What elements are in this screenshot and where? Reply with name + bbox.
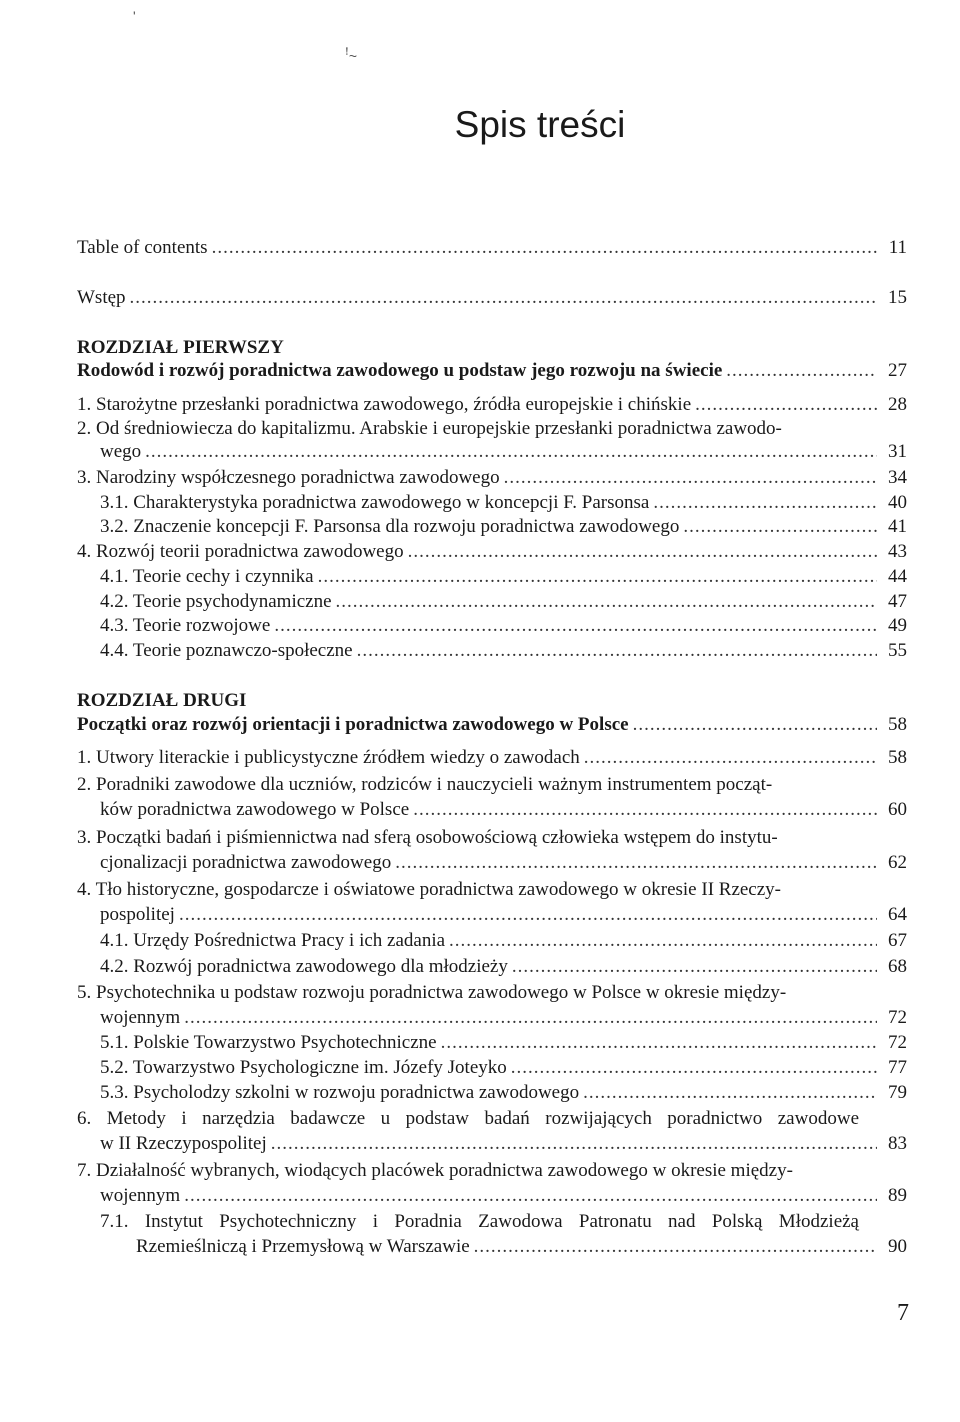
entry-label: Teorie psychodynamiczne [132,591,332,612]
entry-page: 31 [888,441,907,462]
entry-page: 67 [888,930,907,951]
leader-dots [583,1081,877,1104]
leader-dots [274,614,877,637]
entry-label-continued: cjonalizacji poradnictwa zawodowego [100,852,392,873]
entry-page: 62 [888,852,907,873]
entry-label: Rozwój poradnictwa zawodowego dla młodzieży [133,956,508,977]
entry-number: 1. [77,394,92,415]
leader-dots [633,713,877,736]
toc-entry[interactable] [77,614,907,637]
entry-page: 72 [888,1007,907,1028]
chapter-1-subtitle[interactable] [77,359,907,382]
entry-number: 7.1. [100,1211,129,1232]
leader-dots [271,1132,877,1155]
entry-label: Charakterystyka poradnictwa zawodowego w koncepcji F. Parsonsa [133,492,650,513]
entry-page: 34 [888,467,907,488]
entry-number: 5. [77,982,92,1003]
entry-number: 4.2. [100,956,129,977]
entry-label-continued: w II Rzeczypospolitej [100,1133,267,1154]
leader-dots [512,955,877,978]
scan-speck: ' [133,8,136,24]
entry-label: Starożytne przesłanki poradnictwa zawodowego, źródła europejskie i chińskie [96,394,692,415]
entry-number: 2. [77,418,92,439]
entry-number: 5.2. [100,1057,129,1078]
entry-page: 77 [888,1057,907,1078]
leader-dots [413,798,877,821]
toc-entry-table-of-contents[interactable] [77,236,907,259]
chapter-2-heading: ROZDZIAŁ DRUGI [77,690,247,711]
entry-page: 55 [888,640,907,661]
entry-page: 89 [888,1185,907,1206]
entry-number: 4. [77,879,92,900]
toc-entry[interactable] [77,590,907,613]
entry-label: Towarzystwo Psychologiczne im. Józefy Joteyko [132,1057,507,1078]
entry-label: Tło historyczne, gospodarcze i oświatowe poradnictwa zawodowego w okresie II Rzeczy- [95,879,781,900]
entry-label: Wstęp [77,287,126,308]
leader-dots [584,746,877,769]
toc-entry[interactable] [77,1081,907,1104]
leader-dots [179,903,877,926]
entry-number: 3. [77,827,92,848]
leader-dots [441,1031,877,1054]
entry-label-continued: ków poradnictwa zawodowego w Polsce [100,799,410,820]
entry-number: 4.1. [100,930,129,951]
entry-label: Działalność wybranych, wiodących placówek poradnictwa zawodowego w okresie między- [96,1160,793,1181]
entry-page: 58 [888,714,907,735]
entry-page: 41 [888,516,907,537]
entry-label: Utwory literackie i publicystyczne źródłem wiedzy o zawodach [96,747,580,768]
entry-label: Narodziny współczesnego poradnictwa zawodowego [96,467,500,488]
entry-page: 40 [888,492,907,513]
leader-dots [449,929,877,952]
entry-number: 4.2. [100,591,129,612]
entry-page: 28 [888,394,907,415]
entry-page: 27 [888,360,907,381]
leader-dots [336,590,877,613]
entry-label: Rozwój teorii poradnictwa zawodowego [96,541,404,562]
entry-number: 1. [77,747,92,768]
leader-dots [474,1235,877,1258]
entry-label-continued: pospolitej [100,904,175,925]
entry-number: 6. [77,1108,92,1129]
entry-label: Rodowód i rozwój poradnictwa zawodowego u podstaw jego rozwoju na świecie [77,360,723,381]
entry-number: 4. [77,541,92,562]
entry-label: Od średniowiecza do kapitalizmu. Arabskie i europejskie przesłanki poradnictwa zawodo- [96,418,782,439]
entry-number: 3. [77,467,92,488]
page-title: Spis treści [454,104,626,145]
entry-page: 60 [888,799,907,820]
toc-entry[interactable] [77,515,907,538]
entry-label: Instytut Psychotechniczny i Poradnia Zawodowa Patronatu nad Polską Młodzieżą [144,1211,859,1232]
entry-page: 83 [888,1133,907,1154]
entry-label: Urzędy Pośrednictwa Pracy i ich zadania [133,930,446,951]
entry-label: Teorie rozwojowe [132,615,271,636]
toc-entry[interactable] [77,955,907,978]
entry-label: Początki oraz rozwój orientacji i poradnictwa zawodowego w Polsce [77,714,629,735]
leader-dots [145,440,877,463]
toc-entry[interactable] [77,639,907,662]
entry-number: 4.3. [100,615,129,636]
toc-entry[interactable] [77,1056,907,1079]
entry-label-continued: wojennym [100,1007,181,1028]
toc-entry[interactable] [77,826,907,874]
entry-page: 49 [888,615,907,636]
entry-page: 72 [888,1032,907,1053]
entry-page: 44 [888,566,907,587]
entry-label: Początki badań i piśmiennictwa nad sferą osobowościową człowieka wstępem do instytu- [96,827,778,848]
toc-entry[interactable] [77,417,907,463]
entry-label: Poradniki zawodowe dla uczniów, rodziców i nauczycieli ważnym instrumentem począt- [96,774,773,795]
leader-dots [726,359,877,382]
entry-page: 64 [888,904,907,925]
toc-entry[interactable] [77,746,907,769]
page-number: 7 [897,1300,909,1326]
toc-entry[interactable] [77,929,907,952]
entry-label: Polskie Towarzystwo Psychotechniczne [133,1032,437,1053]
entry-page: 79 [888,1082,907,1103]
leader-dots [683,515,877,538]
entry-number: 4.1. [100,566,129,587]
entry-label: Metody i narzędzia badawcze u podstaw badań rozwijających poradnictwo zawodowe [106,1108,859,1129]
entry-label-continued: Rzemieślniczą i Przemysłową w Warszawie [136,1236,470,1257]
chapter-1-heading: ROZDZIAŁ PIERWSZY [77,337,284,358]
leader-dots [184,1184,877,1207]
leader-dots [504,466,877,489]
toc-entry[interactable] [77,393,907,416]
entry-page: 68 [888,956,907,977]
entry-page: 90 [888,1236,907,1257]
toc-entry[interactable] [77,1210,907,1258]
entry-number: 3.1. [100,492,129,513]
entry-number: 3.2. [100,516,129,537]
entry-page: 58 [888,747,907,768]
entry-number: 7. [77,1160,92,1181]
entry-label: Psychotechnika u podstaw rozwoju poradnictwa zawodowego w Polsce w okresie między- [96,982,787,1003]
toc-entry[interactable] [77,466,907,489]
leader-dots [395,851,877,874]
entry-number: 5.1. [100,1032,129,1053]
leader-dots [184,1006,877,1029]
entry-label-continued: wojennym [100,1185,181,1206]
chapter-2-subtitle[interactable] [77,713,907,736]
entry-number: 2. [77,774,92,795]
leader-dots [408,540,877,563]
entry-number: 4.4. [100,640,129,661]
entry-label: Teorie poznawczo-społeczne [132,640,353,661]
leader-dots [511,1056,877,1079]
toc-entry[interactable] [77,1031,907,1054]
leader-dots [130,286,877,309]
leader-dots [653,491,877,514]
toc-entry[interactable] [77,540,907,563]
entry-number: 5.3. [100,1082,129,1103]
entry-page: 43 [888,541,907,562]
toc-entry[interactable] [77,1159,907,1207]
entry-page: 15 [888,287,907,308]
toc-entry[interactable] [77,773,907,821]
toc-entry[interactable] [77,1107,907,1155]
leader-dots [357,639,877,662]
toc-entry[interactable] [77,491,907,514]
entry-page: 11 [888,237,907,258]
toc-entry-wstep[interactable] [77,286,907,309]
leader-dots [318,565,877,588]
entry-page: 47 [888,591,907,612]
toc-entry[interactable] [77,565,907,588]
scan-speck: ꜝ~ [345,48,358,64]
entry-label-continued: wego [100,441,142,462]
entry-label: Table of contents [77,237,208,258]
toc-entry[interactable] [77,981,907,1029]
toc-entry[interactable] [77,878,907,926]
leader-dots [695,393,877,416]
entry-label: Psycholodzy szkolni w rozwoju poradnictwa zawodowego [133,1082,580,1103]
entry-label: Znaczenie koncepcji F. Parsonsa dla rozwoju poradnictwa zawodowego [133,516,680,537]
leader-dots [212,236,877,259]
entry-label: Teorie cechy i czynnika [132,566,314,587]
